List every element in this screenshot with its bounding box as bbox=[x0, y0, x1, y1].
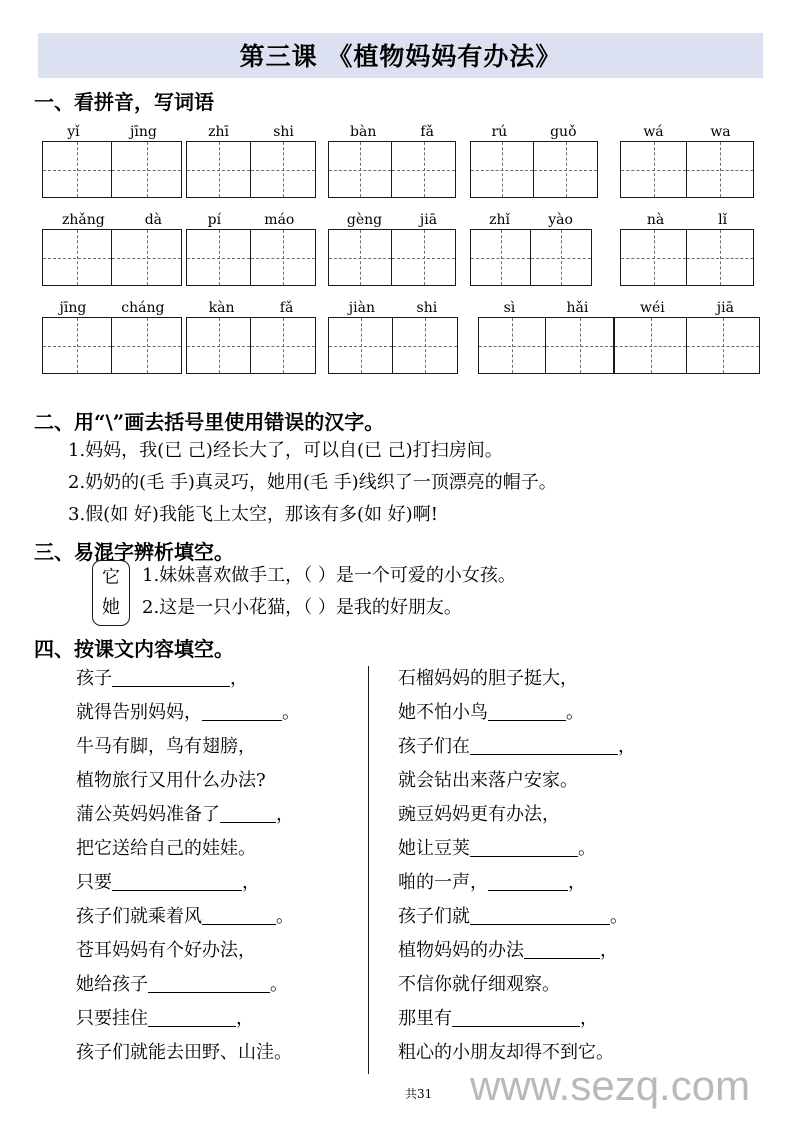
pinyin-word-group bbox=[186, 120, 316, 200]
writing-cell[interactable] bbox=[687, 230, 753, 285]
writing-cell[interactable] bbox=[43, 142, 112, 197]
pinyin-syllable: guǒ bbox=[550, 124, 577, 140]
fill-in-line bbox=[398, 667, 578, 691]
char-box-top: 它 bbox=[102, 567, 120, 588]
pinyin-syllable: zhī bbox=[208, 124, 229, 140]
section-two-heading: 二、用“\”画去括号里使用错误的汉字。 bbox=[34, 410, 385, 434]
pinyin-syllable: wa bbox=[710, 124, 731, 140]
line-text: 植物旅行又用什么办法? bbox=[76, 770, 266, 791]
line-punctuation: 。 bbox=[276, 906, 294, 927]
writing-cell[interactable] bbox=[112, 318, 181, 373]
fill-in-line bbox=[76, 1007, 254, 1031]
line-text: 只要 bbox=[76, 872, 112, 893]
section-three-item-2: 2.这是一只小花猫，（ ）是我的好朋友。 bbox=[142, 597, 462, 618]
fill-in-blank[interactable] bbox=[148, 1011, 236, 1027]
fill-in-blank[interactable] bbox=[148, 977, 270, 993]
fill-in-line bbox=[398, 735, 636, 759]
writing-cell[interactable] bbox=[251, 318, 315, 373]
writing-cell[interactable] bbox=[471, 142, 534, 197]
writing-cell[interactable] bbox=[471, 230, 531, 285]
pinyin-word-group bbox=[328, 296, 458, 376]
writing-cell[interactable] bbox=[112, 230, 181, 285]
pinyin-word-group bbox=[42, 208, 182, 288]
line-punctuation: 。 bbox=[578, 838, 596, 859]
tianzige-box[interactable] bbox=[186, 317, 316, 374]
line-punctuation: ， bbox=[618, 736, 636, 757]
writing-cell[interactable] bbox=[615, 318, 687, 373]
section-four-heading: 四、按课文内容填空。 bbox=[34, 637, 234, 661]
line-punctuation: 。 bbox=[610, 906, 628, 927]
fill-in-blank[interactable] bbox=[470, 841, 578, 857]
tianzige-box[interactable] bbox=[186, 141, 316, 198]
line-text: 啪的一声， bbox=[398, 872, 488, 893]
pinyin-syllable: wá bbox=[643, 124, 664, 140]
tianzige-box[interactable] bbox=[328, 229, 456, 286]
pinyin-label bbox=[328, 296, 458, 316]
fill-in-line bbox=[398, 701, 584, 725]
writing-cell[interactable] bbox=[329, 142, 392, 197]
pinyin-syllable: zhǎng bbox=[61, 212, 105, 228]
pinyin-syllable: jiàn bbox=[348, 300, 375, 316]
fill-in-blank[interactable] bbox=[488, 875, 568, 891]
pinyin-label bbox=[42, 208, 182, 228]
fill-in-line bbox=[76, 769, 266, 793]
pinyin-syllable: pí bbox=[207, 212, 222, 228]
fill-in-line bbox=[398, 1007, 598, 1031]
line-text: 孩子们就乘着风 bbox=[76, 906, 202, 927]
pinyin-label bbox=[186, 120, 316, 140]
fill-in-line bbox=[76, 667, 248, 691]
section-three-heading: 三、易混字辨析填空。 bbox=[34, 540, 234, 564]
fill-in-blank[interactable] bbox=[470, 739, 618, 755]
pinyin-word-group bbox=[470, 120, 598, 200]
line-text: 石榴妈妈的胆子挺大， bbox=[398, 668, 578, 689]
line-text: 孩子们就能去田野、山洼。 bbox=[76, 1042, 292, 1063]
line-punctuation: ， bbox=[568, 872, 586, 893]
fill-in-blank[interactable] bbox=[488, 705, 566, 721]
fill-in-line bbox=[398, 837, 596, 861]
pinyin-syllable: yào bbox=[548, 212, 573, 228]
tianzige-box[interactable] bbox=[328, 317, 458, 374]
column-divider bbox=[368, 666, 369, 1074]
section-two-item-3: 3.假(如 好)我能飞上太空，那该有多(如 好)啊! bbox=[68, 504, 438, 525]
line-text: 她让豆荚 bbox=[398, 838, 470, 859]
line-punctuation: ， bbox=[242, 872, 260, 893]
tianzige-box[interactable] bbox=[42, 229, 182, 286]
tianzige-box[interactable] bbox=[42, 141, 182, 198]
line-text: 就得告别妈妈， bbox=[76, 702, 202, 723]
pinyin-syllable: yǐ bbox=[67, 124, 80, 140]
pinyin-syllable: rú bbox=[491, 124, 508, 140]
line-text: 把它送给自己的娃娃。 bbox=[76, 838, 256, 859]
line-text: 孩子们在 bbox=[398, 736, 470, 757]
fill-in-line bbox=[76, 837, 256, 861]
pinyin-syllable: hǎi bbox=[566, 300, 589, 316]
pinyin-grid-row bbox=[0, 120, 800, 200]
pinyin-syllable: gèng bbox=[346, 212, 383, 228]
pinyin-label bbox=[42, 120, 182, 140]
fill-in-blank[interactable] bbox=[112, 875, 242, 891]
line-punctuation: ， bbox=[236, 1008, 254, 1029]
writing-cell[interactable] bbox=[187, 142, 251, 197]
line-text: 她不怕小鸟 bbox=[398, 702, 488, 723]
pinyin-label bbox=[614, 296, 760, 316]
pinyin-syllable: cháng bbox=[121, 300, 165, 316]
pinyin-word-group bbox=[328, 208, 456, 288]
fill-in-blank[interactable] bbox=[524, 943, 600, 959]
line-text: 植物妈妈的办法 bbox=[398, 940, 524, 961]
writing-cell[interactable] bbox=[479, 318, 546, 373]
writing-cell[interactable] bbox=[329, 230, 392, 285]
pinyin-syllable: dà bbox=[144, 212, 162, 228]
confusable-char-box bbox=[92, 560, 130, 626]
writing-cell[interactable] bbox=[329, 318, 393, 373]
writing-cell[interactable] bbox=[43, 318, 112, 373]
fill-in-line bbox=[398, 769, 578, 793]
pinyin-syllable: fǎ bbox=[279, 300, 294, 316]
pinyin-label bbox=[470, 120, 598, 140]
line-text: 苍耳妈妈有个好办法， bbox=[76, 940, 256, 961]
pinyin-word-group bbox=[42, 296, 182, 376]
pinyin-label bbox=[620, 120, 754, 140]
pinyin-word-group bbox=[186, 296, 316, 376]
tianzige-box[interactable] bbox=[620, 141, 754, 198]
tianzige-box[interactable] bbox=[470, 229, 592, 286]
tianzige-box[interactable] bbox=[470, 141, 598, 198]
writing-cell[interactable] bbox=[392, 142, 455, 197]
pinyin-syllable: lǐ bbox=[718, 212, 728, 228]
pinyin-syllable: jiā bbox=[419, 212, 438, 228]
writing-cell[interactable] bbox=[534, 142, 597, 197]
line-text: 豌豆妈妈更有办法， bbox=[398, 804, 560, 825]
tianzige-box[interactable] bbox=[186, 229, 316, 286]
pinyin-syllable: shi bbox=[273, 124, 294, 140]
writing-cell[interactable] bbox=[251, 142, 315, 197]
writing-cell[interactable] bbox=[43, 230, 112, 285]
line-punctuation: 。 bbox=[282, 702, 300, 723]
pinyin-syllable: nà bbox=[646, 212, 665, 228]
line-text: 不信你就仔细观察。 bbox=[398, 974, 560, 995]
line-text: 那里有 bbox=[398, 1008, 452, 1029]
pinyin-syllable: jīng bbox=[59, 300, 87, 316]
pinyin-grid-row bbox=[0, 296, 800, 376]
pinyin-word-group bbox=[620, 208, 754, 288]
page-title: 第三课 《植物妈妈有办法》 bbox=[239, 42, 562, 71]
pinyin-syllable: kàn bbox=[208, 300, 235, 316]
fill-in-blank[interactable] bbox=[112, 671, 230, 687]
pinyin-syllable: shi bbox=[416, 300, 438, 316]
line-punctuation: ， bbox=[580, 1008, 598, 1029]
line-text: 粗心的小朋友却得不到它。 bbox=[398, 1042, 614, 1063]
pinyin-word-group bbox=[470, 208, 592, 288]
line-text: 只要挂住 bbox=[76, 1008, 148, 1029]
section-two-item-2: 2.奶奶的(毛 手)真灵巧，她用(毛 手)线织了一顶漂亮的帽子。 bbox=[68, 472, 557, 493]
fill-in-line bbox=[398, 803, 560, 827]
pinyin-label bbox=[620, 208, 754, 228]
pinyin-syllable: jiā bbox=[716, 300, 734, 316]
fill-in-line bbox=[398, 939, 618, 963]
fill-in-line bbox=[76, 905, 294, 929]
fill-in-line bbox=[76, 803, 294, 827]
fill-in-blank[interactable] bbox=[202, 705, 282, 721]
writing-cell[interactable] bbox=[621, 142, 687, 197]
writing-cell[interactable] bbox=[621, 230, 687, 285]
line-punctuation: ， bbox=[230, 668, 248, 689]
pinyin-word-group bbox=[620, 120, 754, 200]
pinyin-word-group bbox=[614, 296, 760, 376]
line-punctuation: ， bbox=[276, 804, 294, 825]
tianzige-box[interactable] bbox=[42, 317, 182, 374]
pinyin-label bbox=[328, 208, 456, 228]
fill-in-line bbox=[76, 939, 256, 963]
pinyin-word-group bbox=[328, 120, 456, 200]
watermark: www.sezq.com bbox=[470, 1062, 751, 1109]
line-text: 蒲公英妈妈准备了 bbox=[76, 804, 220, 825]
pinyin-syllable: fǎ bbox=[420, 124, 434, 140]
fill-in-blank[interactable] bbox=[202, 909, 276, 925]
pinyin-label bbox=[478, 296, 614, 316]
pinyin-grid-row bbox=[0, 208, 800, 288]
pinyin-syllable: sì bbox=[503, 300, 516, 316]
writing-cell[interactable] bbox=[112, 142, 181, 197]
writing-cell[interactable] bbox=[546, 318, 613, 373]
writing-cell[interactable] bbox=[393, 318, 457, 373]
tianzige-box[interactable] bbox=[478, 317, 614, 374]
tianzige-box[interactable] bbox=[328, 141, 456, 198]
fill-in-line bbox=[76, 735, 256, 759]
pinyin-label bbox=[470, 208, 592, 228]
line-text: 她给孩子 bbox=[76, 974, 148, 995]
fill-in-blank[interactable] bbox=[470, 909, 610, 925]
pinyin-syllable: bàn bbox=[350, 124, 377, 140]
char-box-bottom: 她 bbox=[102, 597, 120, 618]
writing-cell[interactable] bbox=[187, 318, 251, 373]
fill-in-line bbox=[398, 973, 560, 997]
pinyin-word-group bbox=[186, 208, 316, 288]
pinyin-syllable: jīng bbox=[130, 124, 157, 140]
pinyin-label bbox=[328, 120, 456, 140]
pinyin-syllable: zhǐ bbox=[489, 212, 510, 228]
fill-in-line bbox=[398, 905, 628, 929]
fill-in-line bbox=[76, 1041, 292, 1065]
line-punctuation: ， bbox=[600, 940, 618, 961]
fill-in-line bbox=[76, 701, 300, 725]
writing-cell[interactable] bbox=[251, 230, 315, 285]
writing-cell[interactable] bbox=[392, 230, 455, 285]
line-text: 孩子 bbox=[76, 668, 112, 689]
fill-in-blank[interactable] bbox=[220, 807, 276, 823]
section-three-item-1: 1.妹妹喜欢做手工，（ ）是一个可爱的小女孩。 bbox=[142, 565, 516, 586]
page-number: 共31 bbox=[405, 1087, 433, 1101]
line-punctuation: 。 bbox=[270, 974, 288, 995]
fill-in-blank[interactable] bbox=[452, 1011, 580, 1027]
tianzige-box[interactable] bbox=[614, 317, 760, 374]
section-one-heading: 一、看拼音，写词语 bbox=[34, 90, 214, 114]
tianzige-box[interactable] bbox=[620, 229, 754, 286]
pinyin-word-group bbox=[478, 296, 614, 376]
line-punctuation: 。 bbox=[566, 702, 584, 723]
fill-in-line bbox=[76, 871, 260, 895]
pinyin-label bbox=[186, 208, 316, 228]
line-text: 牛马有脚，鸟有翅膀， bbox=[76, 736, 256, 757]
section-two-item-1: 1.妈妈，我(已 己)经长大了，可以自(已 己)打扫房间。 bbox=[68, 440, 503, 461]
writing-cell[interactable] bbox=[687, 318, 759, 373]
line-text: 孩子们就 bbox=[398, 906, 470, 927]
writing-cell[interactable] bbox=[187, 230, 251, 285]
pinyin-label bbox=[42, 296, 182, 316]
pinyin-syllable: máo bbox=[264, 212, 295, 228]
fill-in-line bbox=[76, 973, 288, 997]
writing-cell[interactable] bbox=[531, 230, 591, 285]
fill-in-line bbox=[398, 871, 586, 895]
pinyin-label bbox=[186, 296, 316, 316]
writing-cell[interactable] bbox=[687, 142, 753, 197]
pinyin-syllable: wéi bbox=[640, 300, 665, 316]
line-text: 就会钻出来落户安家。 bbox=[398, 770, 578, 791]
pinyin-word-group bbox=[42, 120, 182, 200]
